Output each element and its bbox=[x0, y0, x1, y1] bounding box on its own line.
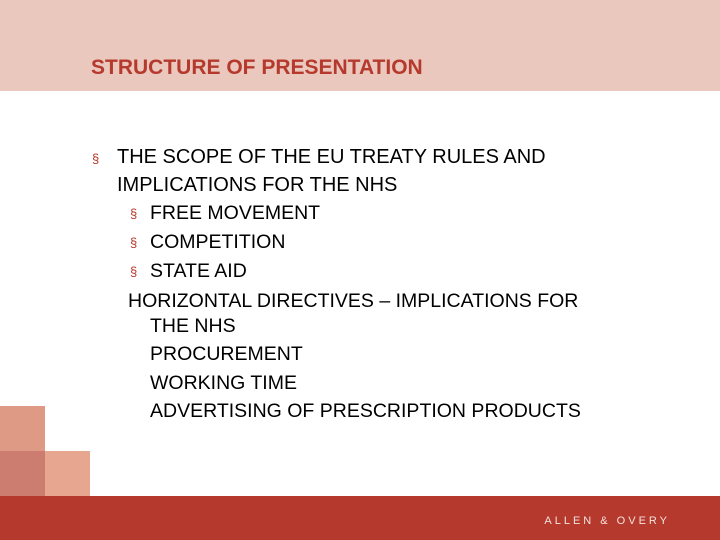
bullet-icon: § bbox=[130, 235, 138, 250]
bullet-icon: § bbox=[92, 151, 100, 166]
line-the-nhs: THE NHS bbox=[150, 315, 236, 337]
decorative-square bbox=[0, 451, 45, 496]
bullet-scope-line2: IMPLICATIONS FOR THE NHS bbox=[117, 174, 398, 196]
line-advertising: ADVERTISING OF PRESCRIPTION PRODUCTS bbox=[150, 400, 581, 422]
sub-bullet-competition: COMPETITION bbox=[150, 231, 286, 253]
line-working-time: WORKING TIME bbox=[150, 372, 297, 394]
slide-title: STRUCTURE OF PRESENTATION bbox=[91, 56, 423, 79]
bullet-icon: § bbox=[130, 264, 138, 279]
bullet-icon: § bbox=[130, 206, 138, 221]
decorative-square bbox=[0, 406, 45, 451]
sub-bullet-state-aid: STATE AID bbox=[150, 260, 247, 282]
decorative-square bbox=[45, 451, 90, 496]
line-procurement: PROCUREMENT bbox=[150, 343, 303, 365]
line-horizontal-directives: HORIZONTAL DIRECTIVES – IMPLICATIONS FOR bbox=[128, 290, 579, 312]
bullet-scope-line1: THE SCOPE OF THE EU TREATY RULES AND bbox=[117, 146, 546, 168]
brand-logo: ALLEN & OVERY bbox=[544, 515, 670, 527]
sub-bullet-free-movement: FREE MOVEMENT bbox=[150, 202, 321, 224]
